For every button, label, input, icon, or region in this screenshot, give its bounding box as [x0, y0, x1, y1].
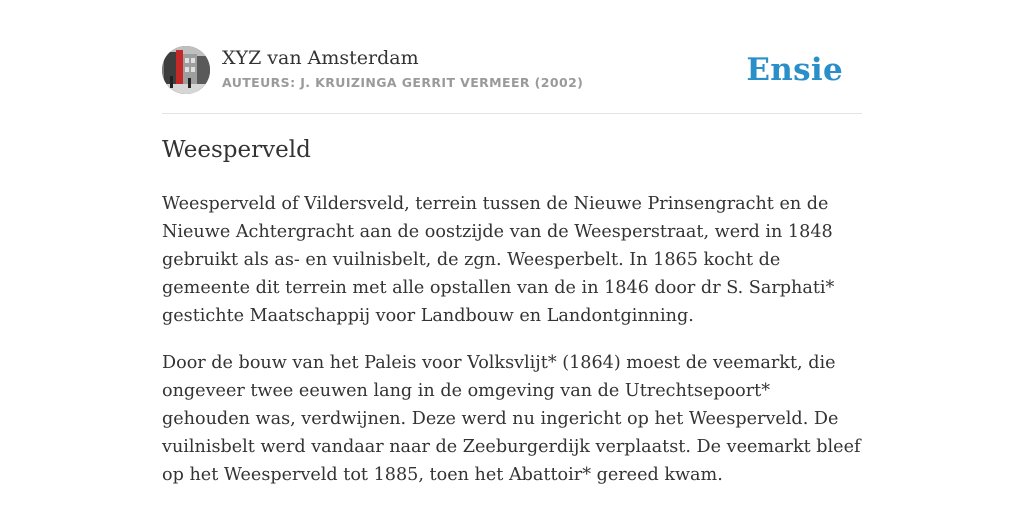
entry-paragraph: Weesperveld of Vildersveld, terrein tussen de Nieuwe Prinsengracht en de Nieuwe Achtergracht aan de oostzijde van de Weesperstraat, werd in 1848 gebruikt als as- en vuilnisbelt, de zgn. Weesperbelt. In 1865 kocht de gemeente dit terrein met alle opstallen van de in 1846 door dr S. Sarphati* gestichte Maatschappij voor Landbouw en Landontginning.	[162, 194, 835, 326]
ensie-logo-link[interactable]: Ensie	[746, 52, 843, 88]
entry-body	[162, 190, 862, 508]
entry-paragraph: Door de bouw van het Paleis voor Volksvlijt* (1864) moest de veemarkt, die ongeveer twee eeuwen lang in de omgeving van de Utrechtsepoort* gehouden was, verdwijnen. Deze werd nu ingericht op het Weesperveld. De vuilnisbelt werd vandaar naar de Zeeburgerdijk verplaatst. De veemarkt bleef op het Weesperveld tot 1885, toen het Abattoir* gereed kwam.	[162, 353, 861, 485]
source-authors: AUTEURS: J. KRUIZINGA GERRIT VERMEER (2002)	[222, 75, 584, 90]
book-cover-icon	[162, 46, 210, 94]
header-divider	[162, 113, 862, 114]
entry-title: Weesperveld	[162, 137, 311, 163]
source-avatar[interactable]	[162, 46, 210, 94]
source-title[interactable]: XYZ van Amsterdam	[222, 47, 419, 69]
source-header	[162, 46, 862, 96]
